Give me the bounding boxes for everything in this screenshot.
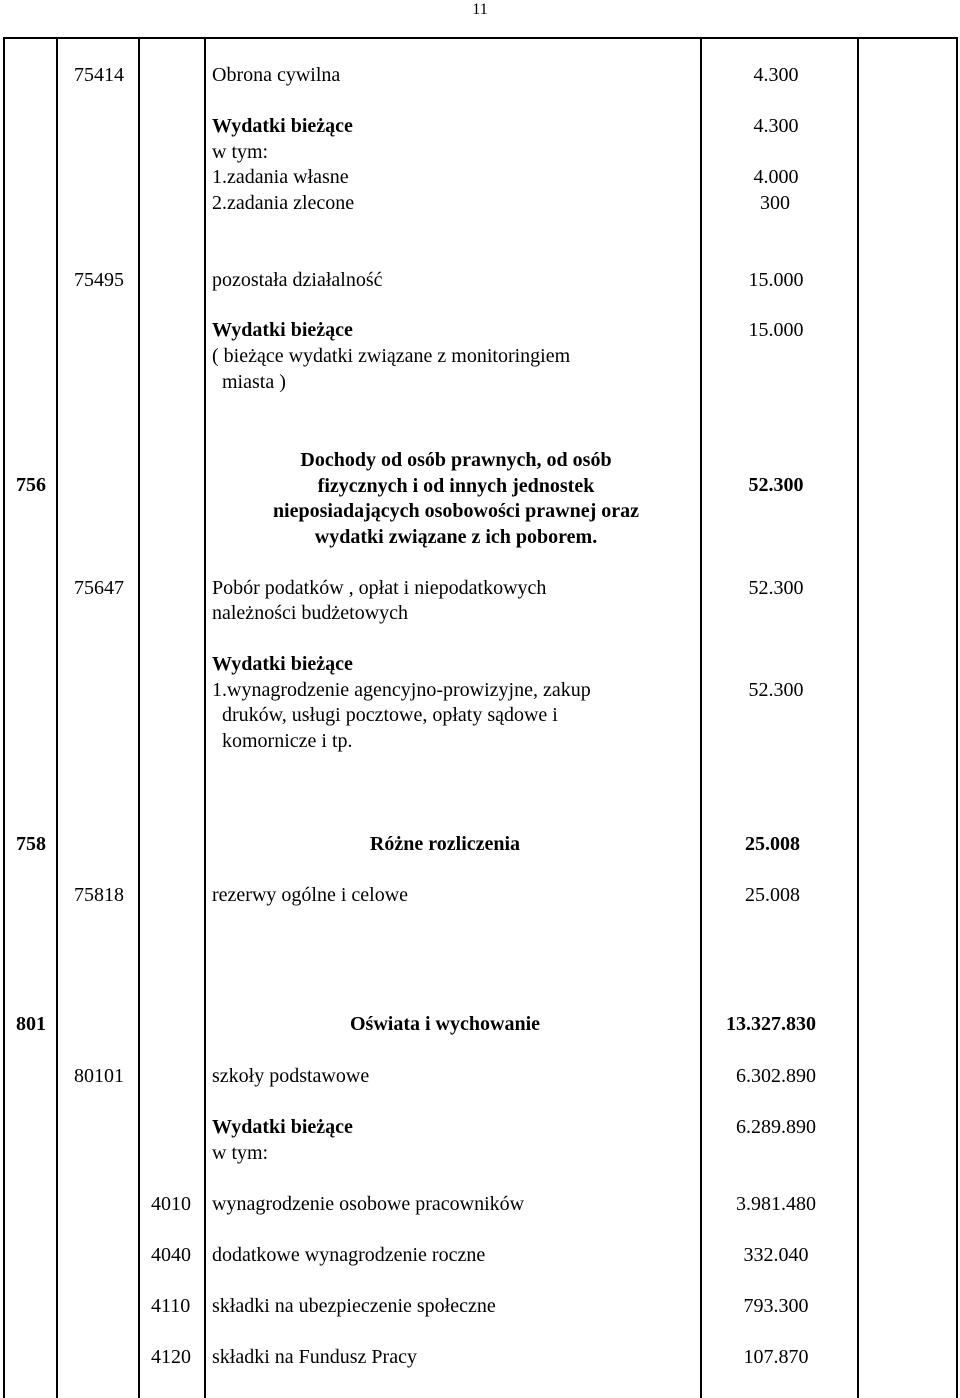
line-label: ( bieżące wydatki związane z monitoringiem bbox=[212, 345, 571, 367]
section-title: Różne rozliczenia bbox=[369, 833, 521, 855]
amount: 300 bbox=[760, 192, 790, 214]
section-code: 758 bbox=[16, 833, 46, 855]
section-title: Oświata i wychowanie bbox=[350, 1013, 540, 1035]
chapter-name: należności budżetowych bbox=[212, 602, 409, 624]
amount: 793.300 bbox=[743, 1295, 809, 1317]
amount: 3.981.480 bbox=[736, 1193, 816, 1215]
paragraph-name: składki na Fundusz Pracy bbox=[212, 1346, 417, 1368]
paragraph-code: 4010 bbox=[151, 1193, 191, 1215]
column-border bbox=[3, 38, 5, 1398]
amount: 107.870 bbox=[743, 1346, 809, 1368]
amount: 52.300 bbox=[748, 577, 804, 599]
line-label: Wydatki bieżące bbox=[212, 319, 353, 341]
paragraph-name: wynagrodzenie osobowe pracowników bbox=[212, 1193, 525, 1215]
table-top-border bbox=[3, 37, 958, 39]
column-border bbox=[204, 38, 206, 1398]
column-border bbox=[956, 38, 958, 1398]
amount: 52.300 bbox=[748, 474, 804, 496]
line-label: Wydatki bieżące bbox=[212, 1116, 353, 1138]
line-label: Wydatki bieżące bbox=[212, 115, 353, 137]
paragraph-code: 4040 bbox=[151, 1244, 191, 1266]
chapter-code: 75495 bbox=[74, 269, 124, 291]
page-number: 11 bbox=[472, 1, 488, 18]
paragraph-name: dodatkowe wynagrodzenie roczne bbox=[212, 1244, 486, 1266]
amount: 25.008 bbox=[745, 884, 800, 906]
section-code: 801 bbox=[16, 1013, 46, 1035]
column-border bbox=[56, 38, 58, 1398]
amount: 6.289.890 bbox=[736, 1116, 816, 1138]
line-label: Wydatki bieżące bbox=[212, 653, 353, 675]
amount: 332.040 bbox=[743, 1244, 809, 1266]
line-label: 2.zadania zlecone bbox=[212, 192, 355, 214]
chapter-name: Obrona cywilna bbox=[212, 64, 341, 86]
amount: 4.000 bbox=[753, 166, 799, 188]
line-label: w tym: bbox=[212, 141, 269, 163]
paragraph-code: 4110 bbox=[151, 1295, 191, 1317]
column-border bbox=[857, 38, 859, 1398]
amount: 52.300 bbox=[748, 679, 804, 701]
line-label: 1.zadania własne bbox=[212, 166, 349, 188]
section-code: 756 bbox=[16, 474, 46, 496]
amount: 15.000 bbox=[748, 269, 804, 291]
amount: 13.327.830 bbox=[726, 1013, 816, 1035]
amount: 6.302.890 bbox=[736, 1065, 816, 1087]
amount: 4.300 bbox=[753, 115, 799, 137]
section-title: Dochody od osób prawnych, od osób fizycznych i od innych jednostek nieposiadających osobowości prawnej oraz wydatki związane z ich poborem. bbox=[272, 449, 640, 548]
chapter-name: szkoły podstawowe bbox=[212, 1065, 370, 1087]
paragraph-code: 4120 bbox=[151, 1346, 191, 1368]
chapter-code: 75414 bbox=[74, 64, 124, 86]
amount: 15.000 bbox=[748, 319, 804, 341]
chapter-name: pozostała działalność bbox=[212, 269, 383, 291]
chapter-code: 80101 bbox=[74, 1065, 124, 1087]
amount: 25.008 bbox=[745, 833, 800, 855]
amount: 4.300 bbox=[753, 64, 799, 86]
chapter-name: Pobór podatków , opłat i niepodatkowych bbox=[212, 577, 547, 599]
column-border bbox=[138, 38, 140, 1398]
line-label: druków, usługi pocztowe, opłaty sądowe i bbox=[222, 704, 558, 726]
chapter-code: 75647 bbox=[74, 577, 124, 599]
chapter-name: rezerwy ogólne i celowe bbox=[212, 884, 409, 906]
line-label: komornicze i tp. bbox=[222, 730, 353, 752]
line-label: miasta ) bbox=[222, 371, 286, 393]
line-label: 1.wynagrodzenie agencyjno-prowizyjne, zakup bbox=[212, 679, 591, 701]
chapter-code: 75818 bbox=[74, 884, 124, 906]
line-label: w tym: bbox=[212, 1142, 269, 1164]
paragraph-name: składki na ubezpieczenie społeczne bbox=[212, 1295, 496, 1317]
